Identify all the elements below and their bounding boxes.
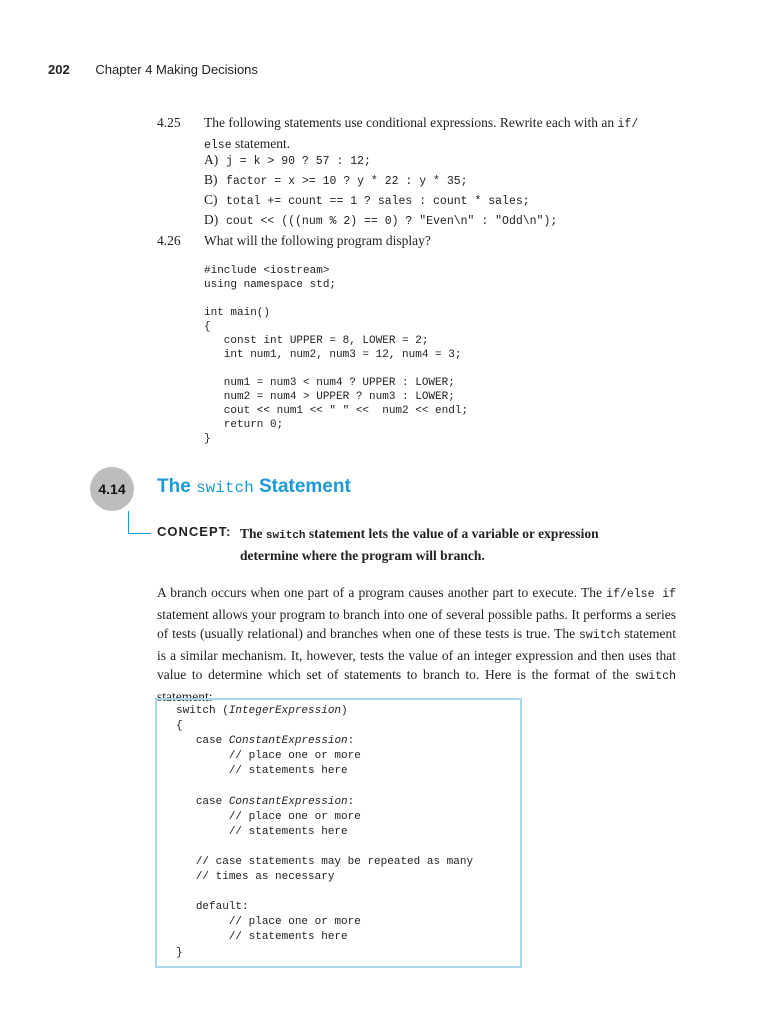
option-letter: B) — [204, 172, 218, 187]
option-a — [204, 152, 371, 172]
code-placeholder: ConstantExpression — [228, 795, 348, 808]
code-comment: // place one or more — [228, 750, 361, 763]
question-text — [204, 113, 676, 155]
body-text: statement: — [157, 688, 213, 704]
code-comment: // statements here — [228, 825, 348, 838]
code-text: { — [176, 720, 183, 733]
inline-code: if/else if — [606, 588, 677, 601]
code-text: : — [347, 735, 355, 748]
code-text: } — [176, 946, 183, 959]
concept-text — [240, 524, 640, 565]
option-letter: A) — [204, 152, 219, 167]
code-comment: // statements here — [228, 765, 348, 778]
section-title-part: Statement — [253, 476, 351, 497]
question-number: 4.25 — [157, 115, 181, 130]
code-comment: // place one or more — [228, 810, 361, 823]
program-code: #include <iostream> using namespace std; int main() { const int UPPER = 8, LOWER = 2; int num1, num2, num3 = 12, num4 = 3; num1 = num3 < num4 ? UPPER : LOWER; num2 = num4 > UPPER ? num3 : LOWER; cout << num1 << " " << num2 << endl; return 0; } — [204, 265, 469, 445]
body-paragraph — [157, 583, 676, 707]
code-text: switch ( — [176, 705, 229, 717]
inline-code: switch — [634, 670, 676, 684]
code-placeholder: IntegerExpression — [228, 705, 342, 717]
body-text: statement is a similar mechanism. It, however, tests the value of an integer expression and then uses that value to determine which set of statements to branch to. Here is the format of the — [157, 626, 676, 683]
section-title — [157, 476, 351, 498]
option-b — [204, 172, 468, 192]
inline-code: if/ — [617, 118, 639, 131]
switch-format-code — [176, 704, 473, 961]
option-letter: D) — [204, 212, 219, 227]
question-text-part: statement. — [231, 136, 291, 151]
concept-text-part: statement lets the value of a variable or expression determine where the program will branch. — [240, 526, 599, 563]
code-text: case — [195, 735, 229, 748]
question-text: What will the following program display? — [204, 233, 431, 248]
code-comment: // case statements may be repeated as many — [195, 855, 474, 868]
concept-rule — [128, 511, 151, 534]
code-text: default: — [195, 901, 249, 914]
inline-code: switch — [578, 629, 621, 643]
code-comment: // times as necessary — [195, 871, 335, 884]
code-comment: // statements here — [228, 931, 348, 944]
inline-code: else — [204, 139, 232, 152]
chapter-title: Chapter 4 Making Decisions — [95, 62, 258, 77]
concept-keyword: switch — [265, 530, 306, 542]
code-placeholder: ConstantExpression — [228, 735, 348, 748]
page-header — [48, 62, 258, 77]
body-text: A branch occurs when one part of a program causes another part to execute. The — [157, 585, 607, 600]
option-code: factor = x >= 10 ? y * 22 : y * 35; — [226, 175, 468, 188]
code-text: ) — [341, 705, 348, 717]
concept-label: CONCEPT: — [157, 524, 232, 539]
code-comment: // place one or more — [228, 916, 361, 929]
option-code: total += count == 1 ? sales : count * sales; — [226, 195, 530, 208]
option-letter: C) — [204, 192, 218, 207]
question-text-part: The following statements use conditional expressions. Rewrite each with an — [204, 115, 618, 130]
page-number: 202 — [48, 62, 70, 77]
option-d — [204, 212, 557, 232]
option-code: j = k > 90 ? 57 : 12; — [226, 155, 371, 168]
code-text: case — [195, 795, 229, 808]
option-c — [204, 192, 530, 212]
concept-text-part: The — [240, 526, 266, 541]
section-number-badge: 4.14 — [90, 467, 134, 511]
section-title-keyword: switch — [196, 479, 254, 497]
code-text: : — [347, 795, 355, 808]
section-title-part: The — [157, 476, 197, 497]
body-text: statement allows your program to branch into one of several possible paths. It performs a series of tests (usually relational) and branches when one of these tests is true. The — [157, 606, 676, 642]
option-code: cout << (((num % 2) == 0) ? "Even\n" : "Odd\n"); — [226, 215, 558, 228]
question-number: 4.26 — [157, 233, 181, 248]
